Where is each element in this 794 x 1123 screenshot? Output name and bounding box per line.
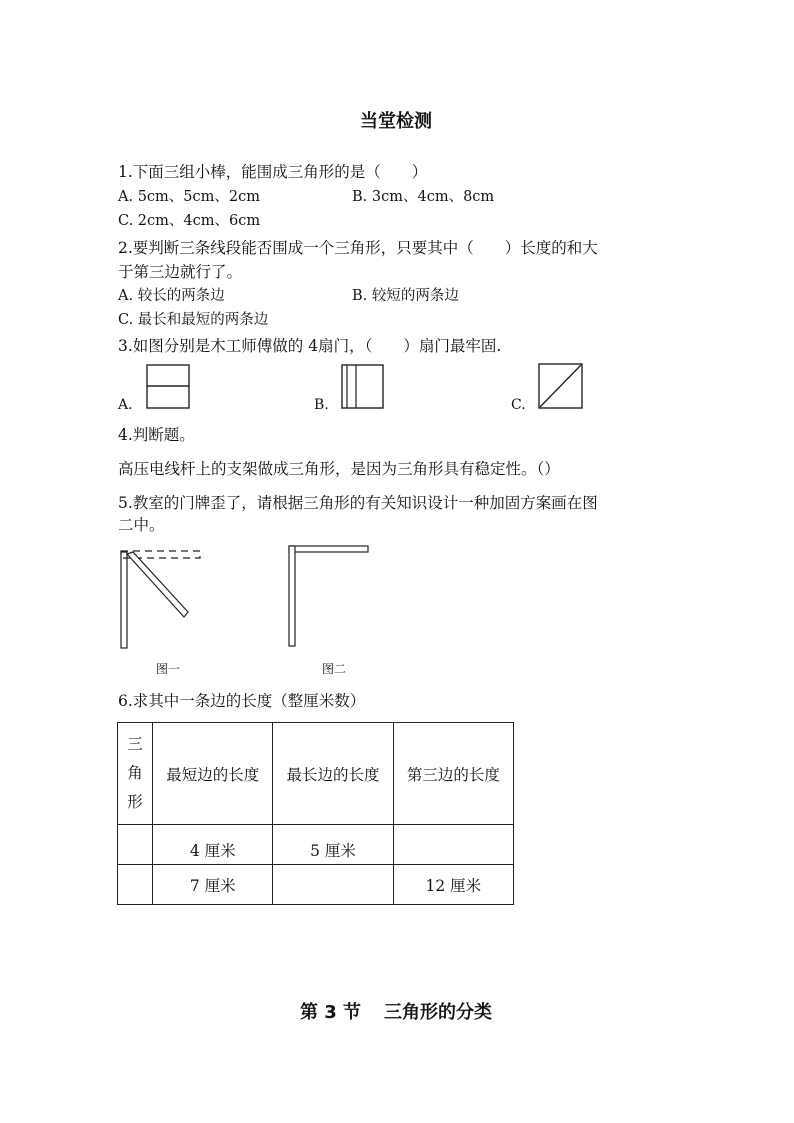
table-cell[interactable]: [393, 825, 513, 865]
q2-stem-line1: 2.要判断三条线段能否围成一个三角形，只要其中（ ）长度的和大: [118, 239, 598, 257]
figure-two-frame: [286, 543, 372, 651]
header-triangle-label: [118, 723, 153, 825]
header-longest-side: 最长边的长度: [273, 723, 393, 825]
q4-stem: 4.判断题。: [118, 426, 195, 444]
table-cell: 7 厘米: [153, 865, 273, 905]
table-cell: 5 厘米: [273, 825, 393, 865]
q2-option-b: B. 较短的两条边: [352, 288, 459, 304]
door-a-figure: [146, 364, 190, 410]
header-third-side: 第三边的长度: [393, 723, 513, 825]
door-b-figure: [341, 364, 385, 410]
q3-option-a-label: A.: [118, 397, 133, 413]
q1-option-c: C. 2cm、4cm、6cm: [118, 213, 261, 229]
door-c-figure: [538, 363, 584, 410]
figure-one-caption: 图一: [156, 662, 181, 676]
table-cell: 4 厘米: [153, 825, 273, 865]
q5-stem-line1: 5.教室的门牌歪了，请根据三角形的有关知识设计一种加固方案画在图: [118, 494, 598, 512]
q2-option-a: A. 较长的两条边: [118, 288, 225, 304]
triangle-sides-table: [117, 722, 514, 905]
q4-statement: 高压电线杆上的支架做成三角形，是因为三角形具有稳定性。（）: [118, 460, 560, 478]
table-header-row: [118, 723, 514, 825]
table-row: [118, 865, 514, 905]
figure-two-caption: 图二: [322, 662, 347, 676]
q1-option-a: A. 5cm、5cm、2cm: [118, 189, 260, 205]
page-title: 当堂检测: [360, 111, 432, 132]
table-cell: 12 厘米: [393, 865, 513, 905]
q6-stem: 6.求其中一条边的长度（整厘米数）: [118, 692, 366, 710]
header-char: 三: [127, 735, 143, 753]
table-row: [118, 825, 514, 865]
q2-stem-line2: 于第三边就行了。: [118, 263, 243, 281]
header-char: 角: [127, 764, 143, 782]
section-number: 第 3 节: [300, 1002, 362, 1023]
q1-option-b: B. 3cm、4cm、8cm: [352, 189, 495, 205]
q3-stem: 3.如图分别是木工师傅做的 4扇门，（ ）扇门最牢固.: [118, 337, 502, 355]
figure-one-braced-frame: [118, 546, 204, 650]
q3-option-b-label: B.: [314, 397, 329, 413]
table-cell: [118, 825, 153, 865]
header-char: 形: [127, 793, 143, 811]
table-cell: [118, 865, 153, 905]
header-shortest-side: 最短边的长度: [153, 723, 273, 825]
section-title: 三角形的分类: [384, 1002, 492, 1023]
q3-option-c-label: C.: [511, 397, 526, 413]
q1-stem: 1.下面三组小棒，能围成三角形的是（ ）: [118, 163, 428, 181]
q5-stem-line2: 二中。: [118, 516, 165, 534]
q2-option-c: C. 最长和最短的两条边: [118, 312, 269, 328]
table-cell[interactable]: [273, 865, 393, 905]
